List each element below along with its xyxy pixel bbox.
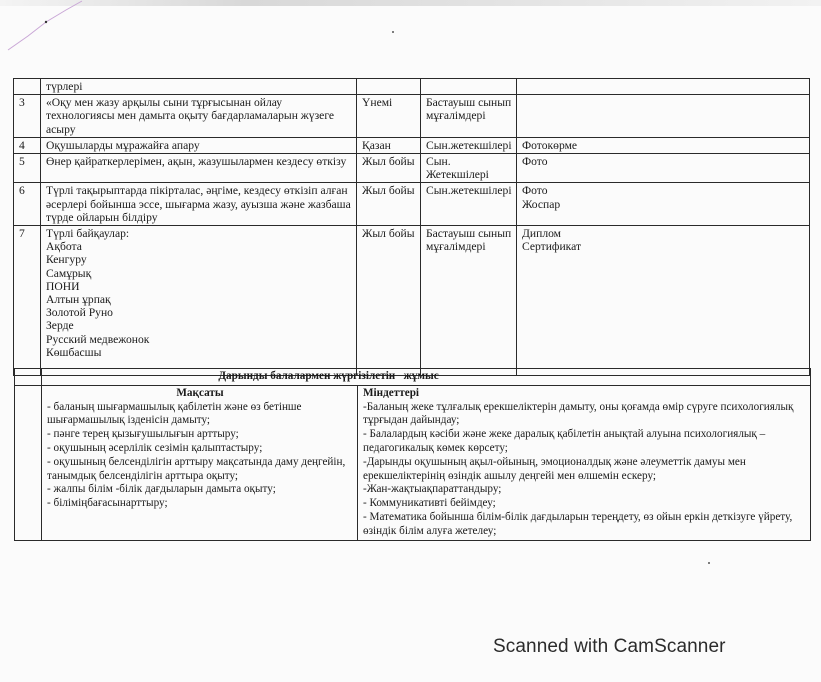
event-responsible: Сын.жетекшілері	[421, 137, 517, 153]
event-plan-table	[13, 78, 810, 376]
event-text: Түрлі тақырыптарда пікірталас, әңгіме, кездесу өткізіп алған әсерлері бойынша эссе, шығарма жазу, ауызша және жазбаша түрде ойларын білдіру	[41, 183, 357, 226]
task-item: - Коммуникативті бейімдеу;	[363, 497, 496, 510]
empty-cell	[15, 385, 42, 540]
tasks-cell	[358, 385, 811, 540]
contest-item: Самұрық	[46, 266, 92, 280]
row-number: 7	[14, 226, 41, 376]
event-responsible: Бастауыш сынып мұғалімдері	[421, 95, 517, 138]
goal-item: - баланың шығармашылық қабілетін және өз бетінше шығармашылық ізденісін дамыту;	[47, 400, 302, 427]
goal-item: - біліміңбағасынарттыру;	[47, 497, 168, 510]
event-result	[517, 79, 810, 95]
task-item: - Балалардың кәсіби және жеке даралық қабілетін анықтай алуына психологиялық –педагогикалық көмек көрсету;	[363, 428, 766, 454]
event-text: Оқушыларды мұражайға апару	[41, 137, 357, 153]
event-time: Жыл бойы	[357, 183, 421, 226]
event-result: Фотокөрме	[517, 137, 810, 153]
event-result: Фото	[517, 154, 810, 183]
camscanner-watermark: Scanned with CamScanner	[493, 636, 726, 657]
row-number: 3	[14, 95, 41, 138]
goals-header: Мақсаты	[176, 386, 224, 399]
goal-item: - оқушының белсенділігін арттыру мақсатында даму деңгейін, танымдық белсенділігін арттыра оқыту;	[47, 455, 346, 482]
event-time: Қазан	[357, 137, 421, 153]
scan-edge-shadow	[0, 0, 821, 6]
contest-item: ПОНИ	[46, 279, 80, 293]
row-number	[14, 79, 41, 95]
contest-item: Алтын ұрпақ	[46, 293, 111, 307]
section-title-row	[15, 369, 811, 386]
table-row	[14, 137, 810, 153]
goals-tasks-row	[15, 385, 811, 540]
task-item: -Дарынды оқушының ақыл-ойының, эмоционалдық және әлеуметтік дамуы мен ерекшеліктерінің өзіндік ашылу деңгейі мен өлшемін ескеру;	[363, 455, 746, 482]
contest-item: Көшбасшы	[46, 345, 102, 359]
event-text: Өнер қайраткерлерімен, ақын, жазушылармен кездесу өткізу	[41, 154, 357, 183]
contest-item: Золотой Руно	[46, 306, 113, 320]
task-item: -Баланың жеке тұлғалық ерекшеліктерін дамыту, оны қоғамда өмір сүруге психологиялық тұрғыдан дайындау;	[363, 400, 794, 427]
pen-mark	[6, 0, 84, 60]
row-number: 6	[14, 183, 41, 226]
table-row	[14, 79, 810, 95]
event-time: Жыл бойы	[357, 226, 421, 376]
task-item: - Математика бойынша білім-білік дағдыларын тереңдету, өз ойын еркін деткізуге үйрету, өзіндік білім алуға жетелеу;	[363, 510, 793, 537]
event-responsible: Бастауыш сынып мұғалімдері	[421, 226, 517, 376]
goal-item: - пәнге терең қызығушылығын арттыру;	[47, 428, 239, 441]
contest-item: Зерде	[46, 319, 74, 333]
event-time: Үнемі	[357, 95, 421, 138]
task-item: -Жан-жақтыақпараттандыру;	[363, 483, 502, 496]
goal-item: - жалпы білім -білік дағдыларын дамыта оқыту;	[47, 483, 276, 496]
section-title: Дарынды балалармен жүргізілетін жұмыс	[42, 369, 811, 386]
empty-cell	[15, 369, 42, 386]
goal-item: - оқушының әсерлілік сезімін қалыптастыру;	[47, 441, 263, 454]
event-time	[357, 79, 421, 95]
event-text: түрлері	[41, 79, 357, 95]
event-responsible: Сын. Жетекшілері	[421, 154, 517, 183]
table-row	[14, 95, 810, 138]
gifted-children-table	[14, 368, 811, 541]
event-text: Түрлі байқаулар:	[46, 227, 130, 241]
event-result: Диплом Сертификат	[517, 226, 810, 376]
row-number: 5	[14, 154, 41, 183]
scan-speck	[708, 562, 710, 564]
row-number: 4	[14, 137, 41, 153]
contest-item: Ақбота	[46, 240, 82, 254]
table-row	[14, 183, 810, 226]
event-text: «Оқу мен жазу арқылы сыни тұрғысынан ойлау технологиясы мен дамыта оқыту бағдарламаларын жүзеге асыру	[41, 95, 357, 138]
event-text-cell	[41, 226, 357, 376]
tasks-header: Міндеттері	[363, 386, 420, 399]
goals-cell	[42, 385, 358, 540]
event-responsible: Сын.жетекшілері	[421, 183, 517, 226]
scan-speck	[392, 31, 394, 33]
table-row	[14, 154, 810, 183]
contest-item: Кенгуру	[46, 253, 87, 267]
event-responsible	[421, 79, 517, 95]
event-time: Жыл бойы	[357, 154, 421, 183]
table-row	[14, 226, 810, 376]
event-result: Фото Жоспар	[517, 183, 810, 226]
event-result	[517, 95, 810, 138]
contest-item: Русский медвежонок	[46, 332, 150, 346]
